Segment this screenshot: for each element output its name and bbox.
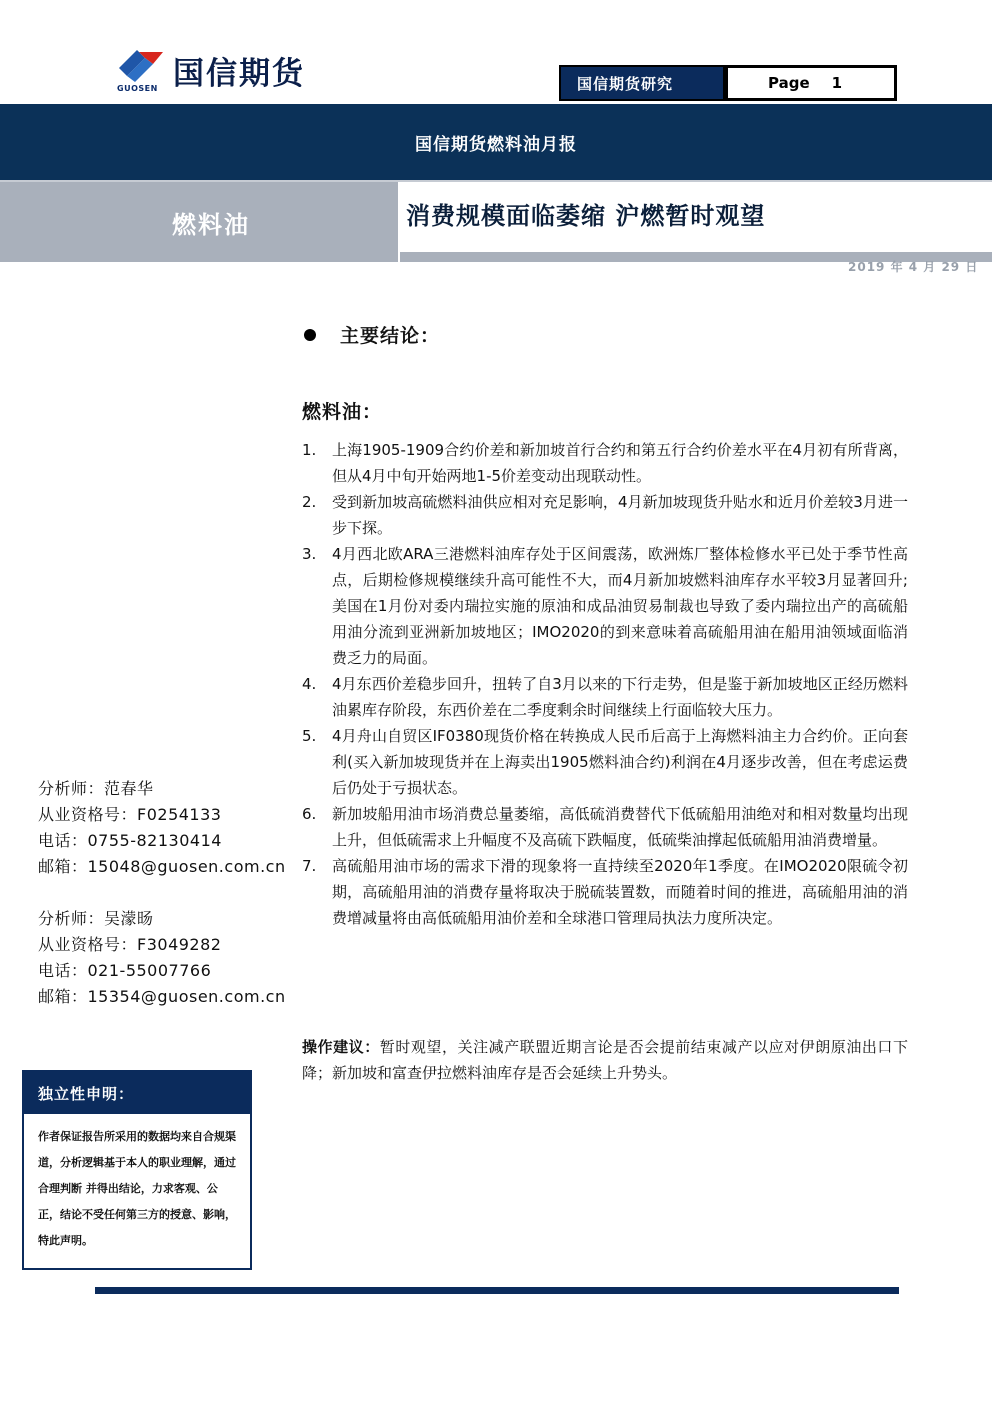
list-item <box>302 541 908 671</box>
advice-label: 操作建议： <box>302 1038 380 1056</box>
list-item <box>302 489 908 541</box>
category-text: 燃料油 <box>172 210 250 239</box>
analyst-name: 分析师：吴濛旸 <box>38 909 154 928</box>
list-item <box>302 723 908 801</box>
item-text: 新加坡船用油市场消费总量萎缩，高低硫消费替代下低硫船用油绝对和相对数量均出现上升，但低硫需求上升幅度不及高硫下跌幅度，低硫柴油撑起低硫船用油消费增量。 <box>332 805 908 849</box>
operation-advice <box>302 1034 908 1086</box>
page-label: Page <box>768 74 810 92</box>
report-name: 国信期货燃料油月报 <box>415 134 577 155</box>
report-banner <box>0 104 992 182</box>
independence-statement <box>22 1070 252 1270</box>
company-logo <box>115 46 355 96</box>
item-number: 1. <box>302 441 317 459</box>
institute-label <box>559 65 725 101</box>
advice-text: 暂时观望，关注减产联盟近期言论是否会提前结束减产以应对伊朗原油出口下降；新加坡和富查伊拉燃料油库存是否会延续上升势头。 <box>302 1038 908 1082</box>
independence-heading <box>24 1072 250 1114</box>
list-item <box>302 853 908 931</box>
analyst-email: 邮箱：15354@guosen.com.cn <box>38 987 286 1006</box>
item-number: 7. <box>302 857 317 875</box>
section-title: 燃料油： <box>302 401 383 423</box>
list-item <box>302 801 908 853</box>
analyst-card <box>38 776 308 880</box>
item-text: 上海1905-1909合约价差和新加坡首行合约和第五行合约价差水平在4月初有所背离，但从4月中旬开始两地1-5价差变动出现联动性。 <box>332 441 908 485</box>
analyst-license: 从业资格号：F3049282 <box>38 935 222 954</box>
independence-heading-text: 独立性申明： <box>38 1084 135 1103</box>
list-item <box>302 671 908 723</box>
page-indicator <box>725 65 897 101</box>
item-text: 受到新加坡高硫燃料油供应相对充足影响，4月新加坡现货升贴水和近月价差较3月进一步下探。 <box>332 493 908 537</box>
brand-name: 国信期货 <box>173 56 305 92</box>
logo-mark-icon <box>115 46 167 86</box>
analyst-email: 邮箱：15048@guosen.com.cn <box>38 857 286 876</box>
brand-english: GUOSEN <box>117 84 158 93</box>
item-number: 4. <box>302 675 317 693</box>
item-text: 4月西北欧ARA三港燃料油库存处于区间震荡，欧洲炼厂整体检修水平已处于季节性高点，后期检修规模继续升高可能性不大，而4月新加坡燃料油库存水平较3月显著回升;美国在1月份对委内瑞拉实施的原油和成品油贸易制裁也导致了委内瑞拉出产的高硫船用油分流到亚洲新加坡地区；IMO2020的到来意味着高硫船用油在船用油领域面临消费乏力的局面。 <box>332 545 908 667</box>
page-title: 消费规模面临萎缩 沪燃暂时观望 <box>406 202 766 230</box>
category-label <box>0 182 398 262</box>
list-item <box>302 437 908 489</box>
institute-label-text: 国信期货研究 <box>577 74 674 93</box>
analyst-phone: 电话：0755-82130414 <box>38 831 222 850</box>
item-number: 6. <box>302 805 317 823</box>
conclusion-heading-text: 主要结论： <box>340 325 441 347</box>
analyst-phone: 电话：021-55007766 <box>38 961 212 980</box>
analyst-name: 分析师：范春华 <box>38 779 154 798</box>
item-number: 3. <box>302 545 317 563</box>
conclusion-heading <box>304 321 440 348</box>
analyst-card <box>38 906 308 1010</box>
report-date: 2019 年 4 月 29 日 <box>848 260 979 274</box>
independence-body: 作者保证报告所采用的数据均来自合规渠道，分析逻辑基于本人的职业理解，通过合理判断 并得出结论，力求客观、公正，结论不受任何第三方的授意、影响，特此声明。 <box>38 1130 236 1247</box>
item-number: 5. <box>302 727 317 745</box>
footer-divider <box>95 1287 899 1294</box>
analyst-license: 从业资格号：F0254133 <box>38 805 222 824</box>
conclusion-list <box>302 437 908 931</box>
page-number: 1 <box>831 74 843 92</box>
item-text: 高硫船用油市场的需求下滑的现象将一直持续至2020年1季度。在IMO2020限硫令初期，高硫船用油的消费存量将取决于脱硫装置数，而随着时间的推进，高硫船用油的消费增减量将由高低硫船用油价差和全球港口管理局执法力度所决定。 <box>332 857 908 927</box>
item-text: 4月舟山自贸区IF0380现货价格在转换成人民币后高于上海燃料油主力合约价。正向套利(买入新加坡现货并在上海卖出1905燃料油合约)利润在4月逐步改善，但在考虑运费后仍处于亏损状态。 <box>332 727 908 797</box>
bullet-icon <box>304 329 316 341</box>
item-number: 2. <box>302 493 317 511</box>
item-text: 4月东西价差稳步回升，扭转了自3月以来的下行走势，但是鉴于新加坡地区正经历燃料油累库存阶段，东西价差在二季度剩余时间继续上行面临较大压力。 <box>332 675 908 719</box>
